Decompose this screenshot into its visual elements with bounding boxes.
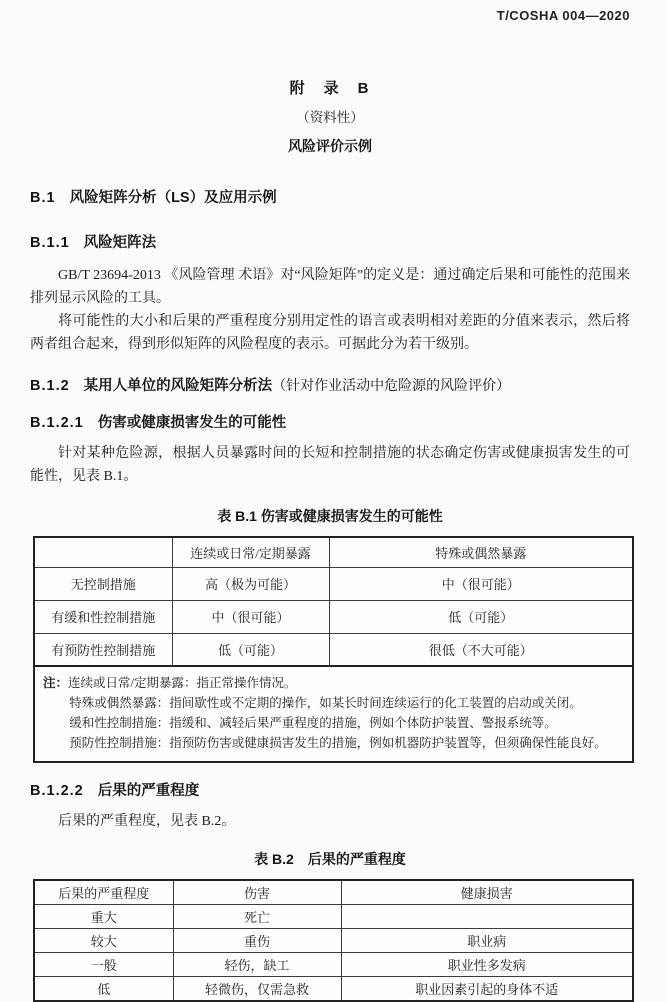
table-b1-notes <box>34 666 633 762</box>
table-cell: 轻伤，缺工 <box>173 953 341 977</box>
table-b1-header-row <box>34 537 633 567</box>
heading-b122-title: 后果的严重程度 <box>97 783 200 799</box>
table-b2-header-injury: 伤害 <box>173 880 341 905</box>
paragraph-definition: GB/T 23694-2013 《风险管理 术语》对“风险矩阵”的定义是：通过确定后果和可能性的范围来排列显示风险的工具。 <box>30 268 630 306</box>
paragraph-likelihood: 针对某种危险源，根据人员暴露时间的长短和控制措施的状态确定伤害或健康损害发生的可能性，见表 B.1。 <box>30 446 630 484</box>
heading-b121-title: 伤害或健康损害发生的可能性 <box>97 415 287 431</box>
table-b1-note-row <box>34 666 633 762</box>
table-cell: 无控制措施 <box>34 567 172 600</box>
table-cell: 重伤 <box>173 929 341 953</box>
table-cell: 轻微伤，仅需急救 <box>173 977 341 1002</box>
note-line <box>43 673 624 693</box>
table-b2-header-health: 健康损害 <box>341 880 633 905</box>
heading-b121 <box>30 411 630 432</box>
table-b2-caption: 表 B.2 后果的严重程度 <box>254 851 406 867</box>
heading-b121-number: B.1.2.1 <box>30 415 84 431</box>
table-row <box>34 905 633 929</box>
table-b1 <box>33 536 634 763</box>
table-cell <box>341 905 633 929</box>
appendix-name: 风险评价示例 <box>288 138 372 154</box>
heading-b122 <box>30 779 630 800</box>
table-b1-header-blank <box>34 537 172 567</box>
table-row <box>34 977 633 1002</box>
table-b1-header-special: 特殊或偶然暴露 <box>329 537 633 567</box>
table-cell: 职业性多发病 <box>341 953 633 977</box>
table-cell: 高（极为可能） <box>172 567 329 600</box>
heading-b1 <box>30 186 630 207</box>
table-b2-body <box>34 905 633 1002</box>
heading-b1-title: 风险矩阵分析（LS）及应用示例 <box>69 190 277 206</box>
table-cell: 有预防性控制措施 <box>34 633 172 666</box>
table-row <box>34 929 633 953</box>
heading-b11-title: 风险矩阵法 <box>83 235 157 251</box>
note-label: 注： <box>43 676 69 690</box>
note-text: 连续或日常/定期暴露：指正常操作情况。 <box>68 676 297 690</box>
heading-b1-number: B.1 <box>30 190 56 206</box>
table-row <box>34 953 633 977</box>
table-cell: 职业因素引起的身体不适 <box>341 977 633 1002</box>
table-cell: 职业病 <box>341 929 633 953</box>
heading-b12 <box>30 374 630 395</box>
table-cell: 中（很可能） <box>329 567 633 600</box>
paragraph-method: 将可能性的大小和后果的严重程度分别用定性的语言或表明相对差距的分值来表示，然后将两者组合起来，得到形似矩阵的风险程度的表示。可据此分为若干级别。 <box>30 314 630 352</box>
table-b2 <box>33 879 634 1002</box>
note-line: 缓和性控制措施：指缓和、减轻后果严重程度的措施，例如个体防护装置、警报系统等。 <box>69 716 557 730</box>
heading-b122-number: B.1.2.2 <box>30 783 84 799</box>
note-line: 特殊或偶然暴露：指间歇性或不定期的操作，如某长时间连续运行的化工装置的启动或关闭。 <box>69 696 582 710</box>
table-b1-caption: 表 B.1 伤害或健康损害发生的可能性 <box>217 508 443 524</box>
table-cell: 低 <box>34 977 173 1002</box>
table-cell: 中（很可能） <box>172 600 329 633</box>
table-b1-header-continuous: 连续或日常/定期暴露 <box>172 537 329 567</box>
table-cell: 一般 <box>34 953 173 977</box>
table-b2-header-row <box>34 880 633 905</box>
table-b2-header-severity: 后果的严重程度 <box>34 880 173 905</box>
heading-b12-title: 某用人单位的风险矩阵分析法 <box>83 378 273 394</box>
table-row <box>34 567 633 600</box>
table-row <box>34 633 633 666</box>
heading-b12-paren: （针对作业活动中危险源的风险评价） <box>272 379 511 394</box>
table-cell: 低（可能） <box>172 633 329 666</box>
table-cell: 低（可能） <box>329 600 633 633</box>
table-row <box>34 600 633 633</box>
table-b1-body <box>34 567 633 666</box>
table-cell: 死亡 <box>173 905 341 929</box>
table-cell: 较大 <box>34 929 173 953</box>
heading-b11-number: B.1.1 <box>30 235 70 251</box>
appendix-subtitle: （资料性） <box>296 110 364 125</box>
table-cell: 重大 <box>34 905 173 929</box>
note-line: 预防性控制措施：指预防伤害或健康损害发生的措施，例如机器防护装置等，但须确保性能良好。 <box>69 736 607 750</box>
heading-b11 <box>30 231 630 252</box>
table-cell: 有缓和性控制措施 <box>34 600 172 633</box>
heading-b12-number: B.1.2 <box>30 378 70 394</box>
standard-number-header: T/COSHA 004—2020 <box>496 8 630 23</box>
table-cell: 很低（不大可能） <box>329 633 633 666</box>
appendix-title: 附 录 B <box>289 80 371 97</box>
paragraph-severity: 后果的严重程度，见表 B.2。 <box>58 814 236 829</box>
